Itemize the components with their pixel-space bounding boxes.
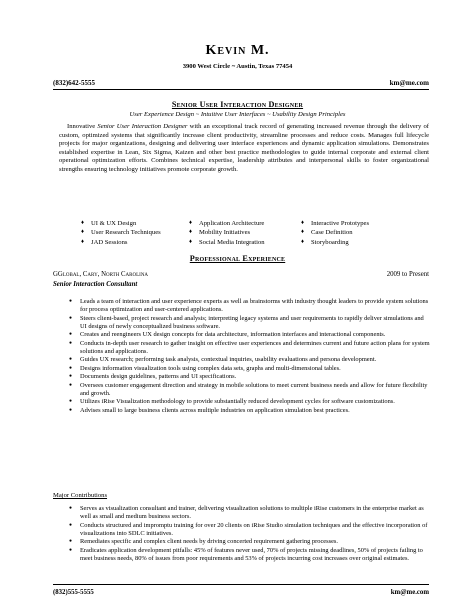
bullet-icon: ● — [69, 382, 73, 388]
contact-row — [53, 79, 429, 88]
diamond-bullet-icon: ♦ — [189, 238, 193, 245]
diamond-bullet-icon: ♦ — [301, 229, 305, 236]
bullet-icon: ● — [69, 365, 73, 371]
job-company: GGlobal, Cary, North Carolina — [53, 271, 149, 278]
skill-item: ♦ UI & UX Design — [81, 220, 137, 227]
list-item: ● Documents design guidelines, patterns and UI specifications. — [69, 373, 237, 381]
contributions-heading: Major Contributions — [53, 492, 108, 499]
bullet-icon: ● — [69, 315, 73, 321]
list-item: ● Creates and reengineers UX design concepts for data architecture, information interfaces and interactional components. — [69, 331, 386, 339]
header-divider — [53, 89, 429, 90]
candidate-name: Kevin M. — [205, 43, 270, 58]
summary-lead: Innovative — [67, 123, 98, 130]
list-item: ● Remediates specific and complex client needs by driving concerted requirement gathering processes. — [69, 538, 339, 546]
list-item: ● Eradicates application development pitfalls: 45% of features never used, 70% of projects missing deadlines, 50% of projects failing to meet business needs, 80% of issues from poor requirements and 53% of projects incurring cost increases over original estimates. — [69, 546, 423, 562]
skill-item: ♦ Case Definition — [301, 229, 353, 237]
skills-grid — [81, 219, 431, 247]
list-item: ● Conducts structured and impromptu training for over 20 clients on iRise Studio simulation techniques and the effective incorporation of visualizations into SDLC initiatives. — [69, 521, 428, 537]
bullet-icon: ● — [69, 357, 73, 363]
bullet-icon: ● — [69, 539, 73, 545]
skill-item: ♦ Social Media Integration — [189, 238, 265, 246]
footer-email[interactable]: km@me.com — [390, 589, 429, 596]
list-item: ● Serves as visualization consultant and trainer, delivering visualization solutions to multiple iRise customers in the enterprise market as well as small and medium business sectors. — [69, 505, 424, 521]
bullet-icon: ● — [69, 332, 73, 338]
profile-tagline: User Experience Design ~ Intuitive User Interfaces ~ Usability Design Principles — [129, 111, 346, 118]
address-line: 3900 West Circle ~ Austin, Texas 77454 — [182, 63, 293, 70]
footer-divider — [53, 584, 429, 585]
profile-summary — [59, 123, 429, 175]
bullet-icon: ● — [69, 399, 73, 405]
bullet-icon: ● — [69, 340, 73, 346]
diamond-bullet-icon: ♦ — [189, 220, 193, 226]
skill-item: ♦ User Research Techniques — [81, 229, 161, 237]
diamond-bullet-icon: ♦ — [81, 220, 85, 226]
skill-item: ♦ Mobility Initiatives — [189, 229, 251, 237]
job-header — [53, 270, 429, 279]
email-address[interactable]: km@me.com — [389, 79, 429, 87]
job-dates: 2009 to Present — [386, 271, 429, 278]
skill-item: ♦ Storyboarding — [301, 238, 349, 246]
list-item: ● Advises small to large business clients across multiple industries on application simulation best practices. — [69, 406, 350, 414]
skill-item: ♦ JAD Sessions — [81, 238, 128, 246]
summary-emphasis: Senior User Interaction Designer — [97, 123, 188, 130]
bullet-icon: ● — [69, 506, 73, 511]
contributions-list — [69, 505, 431, 563]
diamond-bullet-icon: ♦ — [81, 238, 85, 245]
list-item: ● Designs information visualization tools using complex data sets, graphs and multi-dimensional tables. — [69, 364, 341, 372]
diamond-bullet-icon: ♦ — [301, 220, 305, 226]
summary-body: with an exceptional track record of generating increased revenue through the delivery of custom, optimized systems that significantly increase client productivity, streamline processes and reduce costs. Manages full lifecycle projects for major organizations, designing and delivering user interface experiences and dynamic application simulations. Demonstrates established expertise in Lean, Six Sigma, Kaizen and other best practice methodologies to guide internal corporate and external client operational optimization efforts. Combines technical expertise, leadership attributes and interpersonal skills to foster organizational strengths ensuring technology initiatives promote corporate growth. — [59, 123, 429, 173]
job-title: Senior Interaction Consultant — [53, 281, 138, 288]
diamond-bullet-icon: ♦ — [81, 229, 85, 236]
phone-number: (832)642-5555 — [53, 79, 95, 87]
skill-item: ♦ Interactive Prototypes — [301, 220, 370, 227]
diamond-bullet-icon: ♦ — [189, 229, 193, 236]
bullet-icon: ● — [69, 299, 73, 304]
list-item: ● Oversees customer engagement direction and strategy in mobile solutions to meet current business needs and allow for future flexibility and growth. — [69, 381, 428, 397]
responsibilities-list — [69, 298, 431, 415]
bullet-icon: ● — [69, 407, 73, 413]
profile-title: Senior User Interaction Designer — [171, 100, 304, 109]
footer-phone: (832)555-5555 — [53, 589, 94, 596]
bullet-icon: ● — [69, 547, 73, 553]
diamond-bullet-icon: ♦ — [301, 238, 305, 245]
list-item: ● Conducts in-depth user research to gather insight on effective user experiences and determines current and future action plans for system solutions and applications. — [69, 339, 430, 355]
bullet-icon: ● — [69, 374, 73, 380]
list-item: ● Guides UX research; performing task analysis, contextual inquiries, usability evaluations and persona development. — [69, 356, 377, 364]
skill-item: ♦ Application Architecture — [189, 220, 265, 227]
list-item: ● Leads a team of interaction and user experience experts as well as brainstorms with industry thought leaders to provide system solutions for process optimization and user-centered applications. — [69, 298, 429, 314]
footer-row — [53, 588, 429, 597]
list-item: ● Steers client-based, project research and analysis; interpreting legacy systems and user requirements to rapidly deliver simulations and UI designs of newly conceptualized business software. — [69, 314, 424, 330]
bullet-icon: ● — [69, 522, 73, 528]
experience-section-title: Professional Experience — [189, 254, 286, 263]
list-item: ● Utilizes iRise Visualization methodology to provide substantially reduced development cycles for software customizations. — [69, 398, 395, 406]
